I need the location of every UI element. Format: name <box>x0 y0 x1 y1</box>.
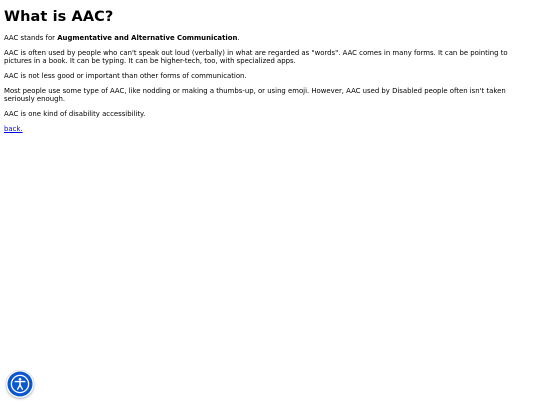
definition-lead: AAC stands for <box>4 34 58 42</box>
back-paragraph <box>4 125 23 133</box>
definition-paragraph <box>4 34 240 42</box>
value-paragraph: AAC is not less good or important than other forms of communication. <box>4 72 247 80</box>
accessibility-widget-button[interactable] <box>6 370 34 398</box>
page-title: What is AAC? <box>4 9 114 25</box>
back-link[interactable]: back. <box>4 125 23 133</box>
common-use-paragraph: Most people use some type of AAC, like nodding or making a thumbs-up, or using emoji. However, AAC used by Disabled people often isn't taken seriously enough. <box>4 87 506 103</box>
accessibility-person-icon <box>10 374 30 394</box>
main-content <box>4 0 534 133</box>
definition-end: . <box>237 34 240 42</box>
definition-term: Augmentative and Alternative Communication <box>57 34 238 42</box>
usage-paragraph: AAC is often used by people who can't speak out loud (verbally) in what are regarded as "words". AAC comes in many forms. It can be pointing to pictures in a book. It can be typing. It can be higher-tech, too, with specialized apps. <box>4 49 508 65</box>
accessibility-paragraph: AAC is one kind of disability accessibility. <box>4 110 146 118</box>
